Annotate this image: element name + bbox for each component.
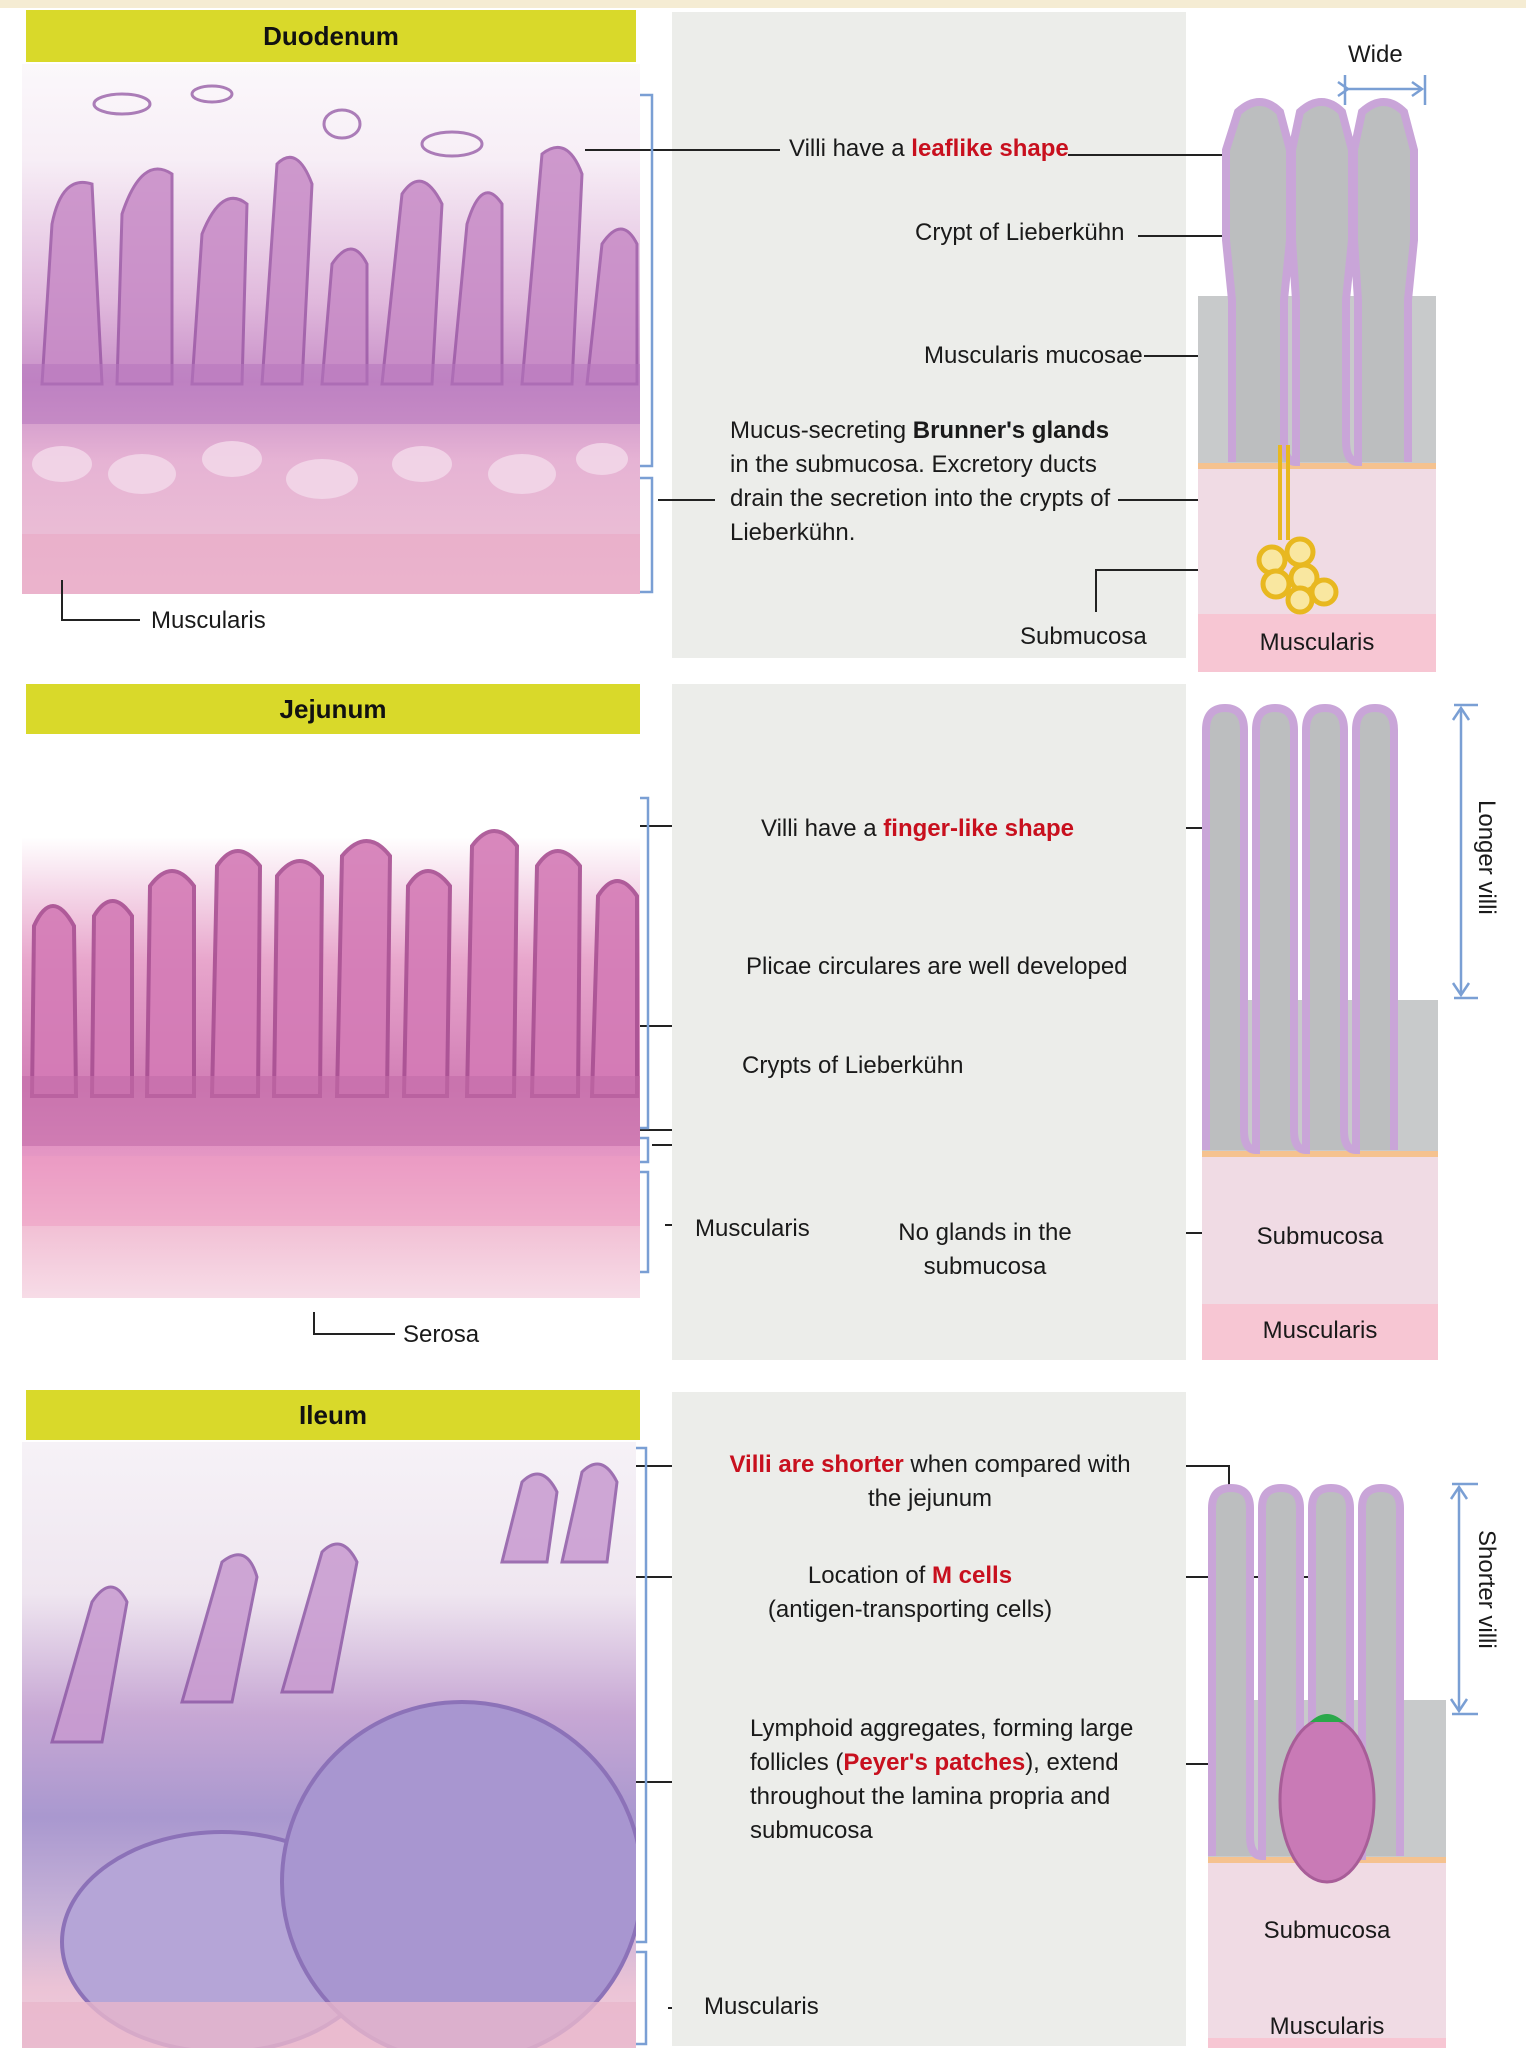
jejunum-muscularis-label: Muscularis	[695, 1215, 810, 1242]
lymphoid-label-line1: Lymphoid aggregates, forming large	[750, 1715, 1134, 1742]
duodenum-submucosa-label: Submucosa	[1020, 623, 1147, 650]
ileum-submucosa-diagram-label: Submucosa	[1263, 1917, 1391, 1944]
plicae-circulares-label: Plicae circulares are well developed	[746, 953, 1128, 980]
jejunum-title: Jejunum	[279, 693, 387, 724]
ileum-muscularis-diagram-label: Muscularis	[1269, 2013, 1385, 2040]
lymphoid-label-line4: submucosa	[750, 1817, 873, 1844]
villi-shorter-label-line1: Villi are shorter when compared with	[729, 1451, 1131, 1478]
no-glands-label-line2: submucosa	[923, 1253, 1047, 1280]
duodenum-muscularis-label: Muscularis	[151, 607, 266, 634]
brunner-glands-label-line2: in the submucosa. Excretory ducts	[730, 451, 1097, 478]
duodenum-villi-shape-label: Villi have a leaflike shape	[789, 135, 1069, 162]
longer-villi-label: Longer villi	[1473, 800, 1500, 915]
lymphoid-label-line2: follicles (Peyer's patches), extend	[750, 1749, 1119, 1776]
duodenum-crypt-label: Crypt of Lieberkühn	[915, 219, 1125, 246]
brunner-glands-label-line1: Mucus-secreting Brunner's glands	[730, 417, 1110, 444]
serosa-label: Serosa	[403, 1321, 480, 1348]
duodenum-title: Duodenum	[263, 20, 399, 51]
peyers-patch-follicle	[1280, 1718, 1374, 1882]
jejunum-submucosa-diagram-label: Submucosa	[1256, 1223, 1384, 1250]
brunner-glands-label-line3: drain the secretion into the crypts of	[730, 485, 1111, 512]
shorter-villi-label: Shorter villi	[1473, 1530, 1500, 1649]
jejunum-crypts-label: Crypts of Lieberkühn	[742, 1052, 964, 1079]
ileum-title: Ileum	[299, 1399, 367, 1430]
ileum-muscularis-label: Muscularis	[704, 1993, 819, 2020]
duodenum-muscularis-mucosae-label: Muscularis mucosae	[924, 342, 1143, 369]
m-cells-label-line1: Location of M cells	[807, 1562, 1013, 1589]
wide-label: Wide	[1348, 41, 1403, 68]
brunner-glands-label-line4: Lieberkühn.	[730, 519, 856, 546]
jejunum-muscularis-diagram-label: Muscularis	[1262, 1317, 1378, 1344]
villi-shorter-label-line2: the jejunum	[867, 1485, 993, 1512]
jejunum-villi-shape-label: Villi have a finger-like shape	[761, 815, 1075, 842]
lymphoid-label-line3: throughout the lamina propria and	[750, 1783, 1111, 1810]
duodenum-muscularis-diagram-label: Muscularis	[1259, 629, 1375, 656]
m-cells-label-line2: (antigen-transporting cells)	[767, 1596, 1053, 1623]
no-glands-label-line1: No glands in the	[898, 1219, 1072, 1246]
